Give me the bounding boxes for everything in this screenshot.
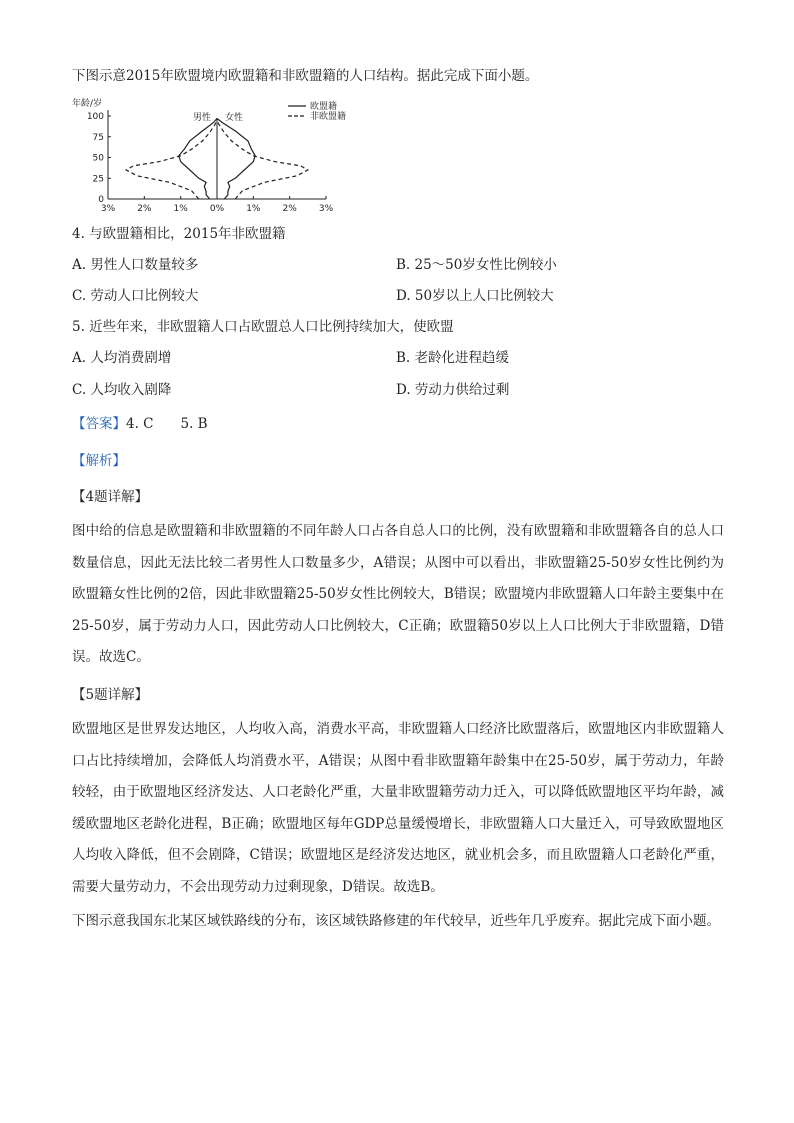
x-tick-label: 1% [246, 204, 261, 214]
detail5-text: 欧盟地区是世界发达地区，人均收入高，消费水平高，非欧盟籍人口经济比欧盟落后，欧盟地区内非欧盟籍人口占比持续增加，会降低人均消费水平，A错误；从图中看非欧盟籍年龄集中在25-50岁，属于劳动力，年龄较轻，由于欧盟地区经济发达、人口老龄化严重，大量非欧盟籍劳动力迁入，可以降低欧盟地区平均年龄，减缓欧盟地区老龄化进程，B正确；欧盟地区每年GDP总量缓慢增长，非欧盟籍人口大量迁入，可导致欧盟地区人均收入降低，但不会剧降，C错误；欧盟地区是经济发达地区，就业机会多，而且欧盟籍人口老龄化严重，需要大量劳动力，不会出现劳动力过剩现象，D错误。故选B。 [72, 721, 724, 895]
y-axis-label: 年龄/岁 [72, 99, 103, 109]
y-tick-label: 25 [92, 174, 104, 185]
next-intro-text: 下图示意我国东北某区域铁路线的分布，该区域铁路修建的年代较早，近些年几乎废弃。据此完成下面小题。 [72, 913, 720, 929]
q4-option-c[interactable]: C. 劳动人口比例较大 [72, 288, 199, 304]
y-tick-label: 75 [92, 132, 104, 143]
x-tick-label: 0% [209, 204, 225, 214]
y-tick-label: 100 [86, 112, 104, 122]
q5-option-c[interactable]: C. 人均收入剧降 [72, 382, 172, 398]
male-label: 男性 [192, 113, 211, 123]
legend-label: 欧盟籍 [310, 102, 338, 112]
answer-tag: 【答案】 [72, 416, 126, 432]
x-tick-label: 2% [282, 204, 297, 214]
detail5-title: 【5题详解】 [72, 687, 149, 703]
answer-line [72, 416, 208, 432]
answer-text: 4. C 5. B [126, 416, 208, 432]
detail4-text: 图中给的信息是欧盟籍和非欧盟籍的不同年龄人口占各自总人口的比例，没有欧盟籍和非欧盟籍各自的总人口数量信息，因此无法比较二者男性人口数量多少，A错误；从图中可以看出，非欧盟籍25-50岁女性比例约为欧盟籍女性比例的2倍，因此非欧盟籍25-50岁女性比例较大，B错误；欧盟境内非欧盟籍人口年龄主要集中在25-50岁，属于劳动力人口，因此劳动人口比例较大，C正确；欧盟籍50岁以上人口比例大于非欧盟籍，D错误。故选C。 [72, 523, 724, 665]
q4-option-b[interactable]: B. 25～50岁女性比例较小 [396, 257, 557, 273]
q4-stem: 4. 与欧盟籍相比，2015年非欧盟籍 [72, 226, 286, 242]
q5-option-d[interactable]: D. 劳动力供给过剩 [396, 382, 510, 398]
y-tick-label: 50 [92, 153, 104, 164]
female-label: 女性 [225, 113, 244, 123]
x-tick-label: 2% [137, 204, 152, 214]
x-tick-label: 3% [318, 204, 334, 214]
non-eu-series-line [217, 119, 308, 200]
chart-legend [288, 100, 346, 122]
x-tick-label: 3% [100, 204, 116, 214]
q5-stem: 5. 近些年来，非欧盟籍人口占欧盟总人口比例持续加大，使欧盟 [72, 319, 454, 335]
q4-option-d[interactable]: D. 50岁以上人口比例较大 [396, 288, 554, 304]
analysis-tag: 【解析】 [72, 453, 126, 469]
q5-option-b[interactable]: B. 老龄化进程趋缓 [396, 350, 510, 366]
legend-label: 非欧盟籍 [310, 112, 347, 122]
chart-axes [72, 97, 326, 199]
population-pyramid-chart [70, 96, 370, 214]
x-tick-label: 1% [173, 204, 188, 214]
q4-option-a[interactable]: A. 男性人口数量较多 [72, 257, 199, 273]
detail4-title: 【4题详解】 [72, 489, 149, 505]
intro-text: 下图示意2015年欧盟境内欧盟籍和非欧盟籍的人口结构。据此完成下面小题。 [72, 68, 539, 84]
q5-option-a[interactable]: A. 人均消费剧增 [72, 350, 172, 366]
y-tick-label: 0 [98, 195, 104, 205]
